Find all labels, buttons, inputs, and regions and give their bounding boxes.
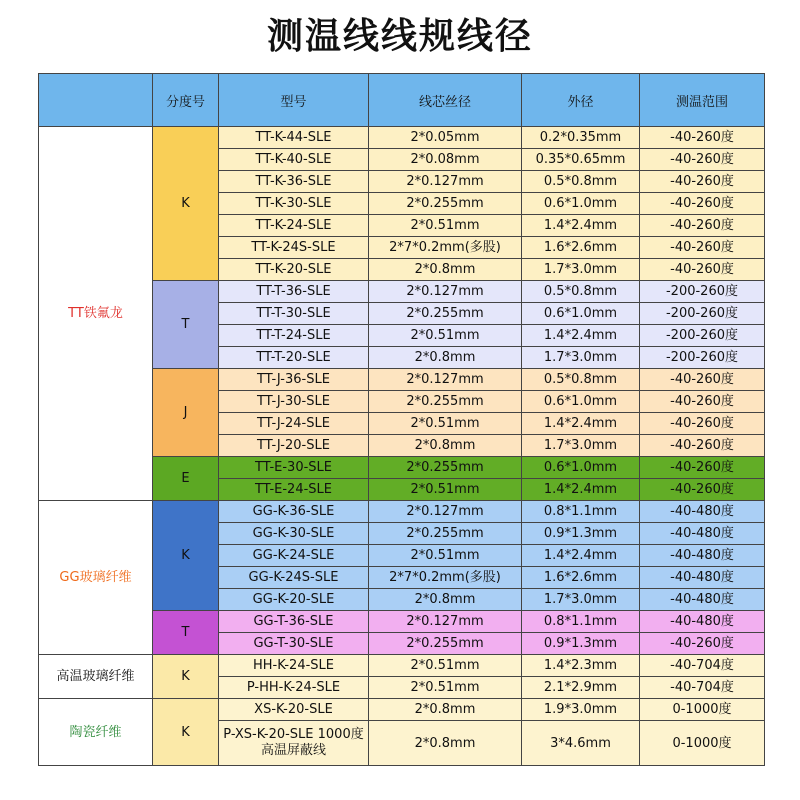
outer-diameter-cell: 1.7*3.0mm (522, 589, 640, 611)
temperature-range-cell: -40-260度 (640, 149, 765, 171)
model-cell: GG-K-36-SLE (219, 501, 369, 523)
category-cell: GG玻璃纤维 (39, 501, 153, 655)
outer-diameter-cell: 1.7*3.0mm (522, 259, 640, 281)
outer-diameter-cell: 0.35*0.65mm (522, 149, 640, 171)
temperature-range-cell: -40-260度 (640, 127, 765, 149)
core-diameter-cell: 2*0.127mm (369, 281, 522, 303)
outer-diameter-cell: 0.9*1.3mm (522, 633, 640, 655)
temperature-range-cell: -40-260度 (640, 479, 765, 501)
temperature-range-cell: -40-704度 (640, 655, 765, 677)
outer-diameter-cell: 1.7*3.0mm (522, 435, 640, 457)
core-diameter-cell: 2*0.05mm (369, 127, 522, 149)
model-cell: TT-J-30-SLE (219, 391, 369, 413)
model-cell: TT-K-44-SLE (219, 127, 369, 149)
core-diameter-cell: 2*0.255mm (369, 391, 522, 413)
outer-diameter-cell: 1.4*2.4mm (522, 413, 640, 435)
model-cell: TT-T-30-SLE (219, 303, 369, 325)
outer-diameter-cell: 0.8*1.1mm (522, 611, 640, 633)
model-cell: TT-E-30-SLE (219, 457, 369, 479)
model-cell: TT-K-40-SLE (219, 149, 369, 171)
outer-diameter-cell: 1.6*2.6mm (522, 237, 640, 259)
outer-diameter-cell: 0.8*1.1mm (522, 501, 640, 523)
model-cell: GG-K-24-SLE (219, 545, 369, 567)
temperature-range-cell: -40-480度 (640, 589, 765, 611)
core-diameter-cell: 2*0.8mm (369, 259, 522, 281)
outer-diameter-cell: 1.4*2.4mm (522, 479, 640, 501)
temperature-range-cell: -40-480度 (640, 545, 765, 567)
core-diameter-cell: 2*0.255mm (369, 193, 522, 215)
grade-cell: K (153, 655, 219, 699)
temperature-range-cell: -40-260度 (640, 215, 765, 237)
core-diameter-cell: 2*0.51mm (369, 479, 522, 501)
core-diameter-cell: 2*0.8mm (369, 435, 522, 457)
temperature-range-cell: -40-480度 (640, 523, 765, 545)
core-diameter-cell: 2*0.51mm (369, 677, 522, 699)
header-outer-diameter: 外径 (522, 74, 640, 127)
core-diameter-cell: 2*0.255mm (369, 303, 522, 325)
outer-diameter-cell: 0.6*1.0mm (522, 193, 640, 215)
grade-cell: T (153, 611, 219, 655)
model-cell: GG-K-24S-SLE (219, 567, 369, 589)
category-cell: TT铁氟龙 (39, 127, 153, 501)
temperature-range-cell: -40-260度 (640, 237, 765, 259)
outer-diameter-cell: 1.4*2.4mm (522, 215, 640, 237)
table-row (39, 699, 765, 721)
header-temperature-range: 测温范围 (640, 74, 765, 127)
model-cell: P-HH-K-24-SLE (219, 677, 369, 699)
model-cell: TT-T-36-SLE (219, 281, 369, 303)
core-diameter-cell: 2*0.255mm (369, 457, 522, 479)
grade-cell: K (153, 699, 219, 766)
temperature-range-cell: -40-260度 (640, 369, 765, 391)
temperature-range-cell: -40-260度 (640, 457, 765, 479)
model-cell: TT-K-30-SLE (219, 193, 369, 215)
category-cell: 陶瓷纤维 (39, 699, 153, 766)
model-cell: TT-K-20-SLE (219, 259, 369, 281)
outer-diameter-cell: 1.7*3.0mm (522, 347, 640, 369)
model-cell: TT-E-24-SLE (219, 479, 369, 501)
core-diameter-cell: 2*0.255mm (369, 523, 522, 545)
table-header-row (39, 74, 765, 127)
outer-diameter-cell: 3*4.6mm (522, 721, 640, 766)
model-cell: TT-J-36-SLE (219, 369, 369, 391)
header-grade: 分度号 (153, 74, 219, 127)
core-diameter-cell: 2*0.51mm (369, 655, 522, 677)
temperature-range-cell: -40-260度 (640, 193, 765, 215)
temperature-range-cell: -40-260度 (640, 413, 765, 435)
model-cell: HH-K-24-SLE (219, 655, 369, 677)
outer-diameter-cell: 1.4*2.4mm (522, 545, 640, 567)
grade-cell: E (153, 457, 219, 501)
outer-diameter-cell: 0.2*0.35mm (522, 127, 640, 149)
temperature-range-cell: -200-260度 (640, 325, 765, 347)
table-row (39, 655, 765, 677)
outer-diameter-cell: 2.1*2.9mm (522, 677, 640, 699)
core-diameter-cell: 2*0.8mm (369, 721, 522, 766)
temperature-range-cell: -40-260度 (640, 391, 765, 413)
grade-cell: T (153, 281, 219, 369)
temperature-range-cell: -40-480度 (640, 567, 765, 589)
temperature-range-cell: -200-260度 (640, 281, 765, 303)
core-diameter-cell: 2*0.255mm (369, 633, 522, 655)
model-cell: TT-T-24-SLE (219, 325, 369, 347)
outer-diameter-cell: 0.5*0.8mm (522, 281, 640, 303)
core-diameter-cell: 2*0.8mm (369, 589, 522, 611)
header-category (39, 74, 153, 127)
temperature-range-cell: 0-1000度 (640, 721, 765, 766)
temperature-range-cell: -40-480度 (640, 501, 765, 523)
core-diameter-cell: 2*0.51mm (369, 325, 522, 347)
table-row (39, 501, 765, 523)
outer-diameter-cell: 0.6*1.0mm (522, 303, 640, 325)
core-diameter-cell: 2*0.51mm (369, 413, 522, 435)
outer-diameter-cell: 1.9*3.0mm (522, 699, 640, 721)
core-diameter-cell: 2*0.08mm (369, 149, 522, 171)
core-diameter-cell: 2*0.51mm (369, 545, 522, 567)
outer-diameter-cell: 1.4*2.3mm (522, 655, 640, 677)
core-diameter-cell: 2*0.127mm (369, 171, 522, 193)
category-cell: 高温玻璃纤维 (39, 655, 153, 699)
core-diameter-cell: 2*0.51mm (369, 215, 522, 237)
table-row (39, 127, 765, 149)
outer-diameter-cell: 0.5*0.8mm (522, 369, 640, 391)
model-cell: XS-K-20-SLE (219, 699, 369, 721)
temperature-range-cell: -40-260度 (640, 259, 765, 281)
temperature-range-cell: -200-260度 (640, 303, 765, 325)
page-title: 测温线线规线径 (266, 15, 533, 57)
core-diameter-cell: 2*0.127mm (369, 501, 522, 523)
temperature-range-cell: -200-260度 (640, 347, 765, 369)
core-diameter-cell: 2*0.127mm (369, 611, 522, 633)
model-cell: TT-T-20-SLE (219, 347, 369, 369)
header-core-diameter: 线芯丝径 (369, 74, 522, 127)
model-cell: TT-K-24-SLE (219, 215, 369, 237)
table-body (39, 127, 765, 766)
model-cell: P-XS-K-20-SLE 1000度高温屏蔽线 (219, 721, 369, 766)
model-cell: GG-K-30-SLE (219, 523, 369, 545)
core-diameter-cell: 2*0.8mm (369, 347, 522, 369)
grade-cell: K (153, 501, 219, 611)
spec-table (38, 73, 765, 766)
model-cell: TT-J-20-SLE (219, 435, 369, 457)
model-cell: GG-T-30-SLE (219, 633, 369, 655)
grade-cell: K (153, 127, 219, 281)
model-cell: GG-K-20-SLE (219, 589, 369, 611)
header-model: 型号 (219, 74, 369, 127)
core-diameter-cell: 2*0.8mm (369, 699, 522, 721)
core-diameter-cell: 2*7*0.2mm(多股) (369, 237, 522, 259)
temperature-range-cell: -40-260度 (640, 171, 765, 193)
temperature-range-cell: -40-704度 (640, 677, 765, 699)
temperature-range-cell: -40-260度 (640, 633, 765, 655)
temperature-range-cell: 0-1000度 (640, 699, 765, 721)
grade-cell: J (153, 369, 219, 457)
outer-diameter-cell: 0.5*0.8mm (522, 171, 640, 193)
model-cell: GG-T-36-SLE (219, 611, 369, 633)
model-cell: TT-K-24S-SLE (219, 237, 369, 259)
temperature-range-cell: -40-260度 (640, 435, 765, 457)
outer-diameter-cell: 0.9*1.3mm (522, 523, 640, 545)
outer-diameter-cell: 1.4*2.4mm (522, 325, 640, 347)
outer-diameter-cell: 0.6*1.0mm (522, 457, 640, 479)
core-diameter-cell: 2*0.127mm (369, 369, 522, 391)
outer-diameter-cell: 1.6*2.6mm (522, 567, 640, 589)
outer-diameter-cell: 0.6*1.0mm (522, 391, 640, 413)
core-diameter-cell: 2*7*0.2mm(多股) (369, 567, 522, 589)
model-cell: TT-J-24-SLE (219, 413, 369, 435)
model-cell: TT-K-36-SLE (219, 171, 369, 193)
temperature-range-cell: -40-480度 (640, 611, 765, 633)
